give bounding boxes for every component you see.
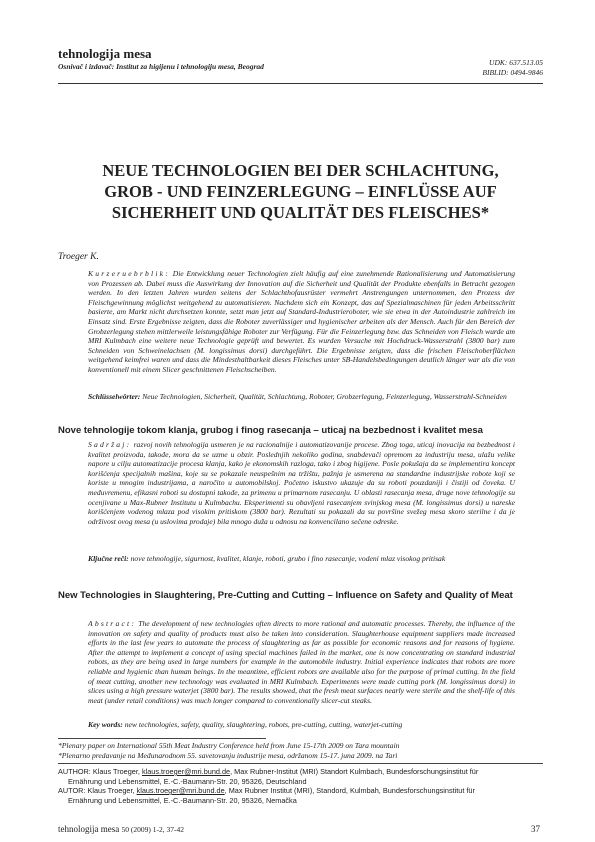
author-name: Troeger K.	[58, 252, 99, 262]
footnote-english: *Plenary paper on International 55th Meat Industry Conference held from June 15-17th 2009 on Tara mountain	[58, 741, 400, 750]
german-abstract-text: Die Entwicklung neuer Technologien zielt häufig auf eine zunehmende Rationalisierung und Automatisierung von Prozessen ab. Dabei muss die Auswirkung der Innovation auf die Sicherheit und Qualität der Produkte ebenfalls in Betracht gezogen werden. In den letzten Jahren wurden seitens der Schlachthofausrüster vermehrt Anstrengungen unternommen, den Prozess der Fleischgewinnung möglichst weitgehend zu automatisieren. Nachdem sich ein Konzept, das auf Spezialmaschinen für jeden Arbeitsschritt basierte, am Markt nicht durchsetzen konnte, setzt man jetzt auf Standard-Industrieroboter, wie sie etwa in der Autoindustrie zahlreich im Einsatz sind. Erste Ergebnisse zeigten, dass die Roboter zuverlässiger und hygienischer arbeiten als der Mensch. Auch für den Bereich der Grobzerlegung stehen mittlerweile leistungsfähige Roboter zur Verfügung. Für die Feinzerlegung bzw. das Schneiden von Fleisch wurde am MRI Kulmbach eine weitere neue Technologie geprüft und bewertet. Es wurden Versuche mit Hochdruck-Wasserstrahl (3800 bar) zum Schneiden von Schweinelachsen (M. longissimus dorsi) durchgeführt. Die Ergebnisse zeigten, dass die frischen Fleischoberflächen weitgehend keimfrei waren und dass die Mindesthaltbarkeit dieses Fleisches unter SB-Handelsbedingungen deutlich länger war als die von konventionell mit einem Slicer geschnittenen Fleischscheiben.	[88, 269, 515, 374]
title-line-1: NEUE TECHNOLOGIEN BEI DER SCHLACHTUNG,	[102, 161, 499, 180]
serbian-title: Nove tehnologije tokom klanja, grubog i finog rasecanja – uticaj na bezbednost i kvalitet mesa	[58, 425, 483, 436]
english-keywords	[88, 720, 515, 730]
footer-volume: 50 (2009) 1-2, 37-42	[121, 825, 184, 834]
english-abstract-text: The development of new technologies often directs to more rational and automatic processes. Thereby, the influence of the innovation on safety and quality of products must also be taken into consideration. Slaughterhouse equipment suppliers made increased efforts in the last few years to automate the process of slaughtering as far as possible for economic reasons and for reasons of hygiene. After the attempt to implement a concept of using special machines failed in the market, one is now concentrating on standard industrial robots, as they are being used in large numbers for example in the automobile industry. Initial experience indicates that robots are more reliable and hygienic than human beings. In the meantime, efficient robots are available also for the purpose of primal cutting. In the field of meat cutting, another new technology was evaluated in MRI Kulmbach. Experiments were made cutting pork (M. longissimus dorsi) in slices using a high pressure waterjet (3800 bar). The results showed, that the fresh meat surfaces nearly were sterile and the shelf-life of this meat (under retail conditions) was much longer compared to conventionally slicer-cut steaks.	[88, 619, 515, 705]
title-line-3: SICHERHEIT UND QUALITÄT DES FLEISCHES*	[111, 203, 490, 222]
affiliation-address: Ernährung und Lebensmittel, E.-C.-Baumann-Str. 20, 95326, Nemačka	[68, 795, 297, 805]
author-email-link[interactable]: klaus.troeger@mri.bund.de	[141, 767, 231, 776]
title-line-2: GROB - UND FEINZERLEGUNG – EINFLÜSSE AUF	[104, 182, 497, 201]
english-abstract	[88, 619, 515, 705]
serbian-keywords-label: Ključne reči:	[88, 554, 129, 563]
page-number: 37	[531, 824, 540, 834]
german-keywords-label: Schlüsselwörter:	[88, 392, 141, 401]
affiliation-address: Ernährung und Lebensmittel, E.-C.-Baumann-Str. 20, 95326, Deutschland	[68, 776, 307, 786]
serbian-abstract	[88, 440, 515, 526]
english-keywords-text: new technologies, safety, quality, slaughtering, robots, pre-cutting, cutting, waterjet-cutting	[122, 720, 403, 729]
footnote-divider	[58, 738, 266, 739]
footnote-serbian: *Plenarno predavanje na Međunarodnom 55. savetovanju industrije mesa, održanom 15-17. juna 2009. na Tari	[58, 751, 398, 760]
udk-code: UDK: 637.513.05	[489, 58, 543, 67]
english-title: New Technologies in Slaughtering, Pre-Cutting and Cutting – Influence on Safety and Quality of Meat	[58, 590, 513, 601]
author-email-link[interactable]: klaus.troeger@mri.bund.de	[136, 786, 225, 795]
affiliation-divider	[58, 763, 543, 764]
journal-name: tehnologija mesa	[58, 46, 152, 61]
german-abstract	[88, 269, 515, 375]
english-abstract-label: Abstract:	[88, 619, 137, 628]
footer-journal: tehnologija mesa	[58, 824, 120, 834]
serbian-keywords	[88, 554, 515, 564]
affiliation-prefix: AUTHOR: Klaus Troeger,	[58, 767, 142, 776]
affiliation-prefix: AUTOR: Klaus Troeger,	[58, 786, 137, 795]
serbian-abstract-label: Sadržaj:	[88, 440, 132, 449]
serbian-abstract-text: razvoj novih tehnologija usmeren je na racionalnije i automatizovanije procese. Zbog toga, uticaj inovacija na bezbednost i kvalitet proizvoda, takođe, mora da se uzme u obzir. Poslednjih nekoliko godina, snabdevači opremom za industriju mesa, ulažu velike napore u cilju automatizacije procesa klanja, kako je ekonomskih razloga, tako i zbog higijene. Posle pokušaja da se implementira koncept korišćenja specijalnih mašina, koje su se pokazale neuspešnim na tržištu, pažnja je usmerena na standardne industrijske robote koji se koriste u mnogim industrijama, a naročito u automobilskoj. Početno iskustvo ukazuje da su roboti pouzdaniji i čistiji od čoveka. U međuvremenu, efikasni roboti su dostupni takođe, za primenu u primarnom rasecanju. U oblasti rasecanja mesa, druge nove tehnologije su ocenjivane u Max-Rubner Institutu u Kulmbachu. Eksperimenti su obavljeni rasecanjem svinjskog mesa (M. longissimus dorsi) u nareske korišćenjem vodenog mlaza pod visokim pritiskom (3800 bar). Rezultati su pokazali da su površine svežeg mesa skoro sterilne i da je održivost ovog mesa (u uslovima prodaje) bila mnogo duža u odnosu na konvencilano sečene odreske.	[88, 440, 515, 526]
classification-codes	[482, 58, 543, 78]
header-divider	[58, 83, 543, 84]
publisher-line: Osnivač i izdavač: Institut za higijenu i tehnologiju mesa, Beograd	[58, 62, 264, 71]
serbian-keywords-text: nove tehnologije, sigurnost, kvalitet, klanje, roboti, grubo i fino rasecanje, vodeni mlaz visokog pritisak	[128, 554, 446, 563]
german-keywords	[88, 392, 515, 402]
author-affiliation-serbian	[58, 786, 543, 805]
german-keywords-text: Neue Technologien, Sicherheit, Qualität, Schlachtung, Roboter, Grobzerlegung, Feinzerlegung, Wasserstrahl-Schneiden	[140, 392, 507, 401]
article-title	[58, 160, 543, 223]
affiliation-text: , Max Rubner Institut (MRI), Standord, Kulmbah, Bundesforschungsinstitut für	[224, 786, 475, 795]
footer-citation	[58, 824, 184, 834]
author-affiliation-english	[58, 767, 543, 786]
german-abstract-label: Kurzeruebrblik:	[88, 269, 170, 278]
biblid-code: BIBLID: 0494-9846	[482, 68, 543, 77]
english-keywords-label: Key words:	[88, 720, 123, 729]
affiliation-text: , Max Rubner-Institut (MRI) Standort Kulmbach, Bundesforschungsinstitut für	[230, 767, 479, 776]
